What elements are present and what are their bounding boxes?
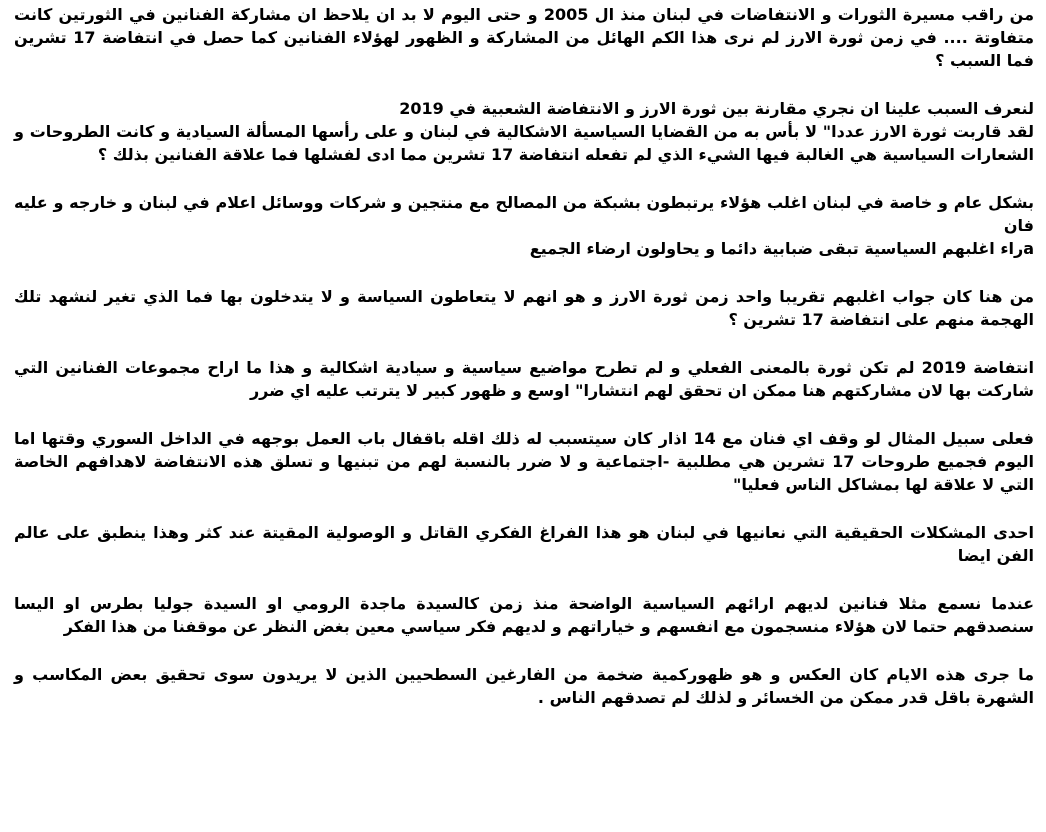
paragraph-conclusion: ما جرى هذه الايام كان العكس و هو ظهوركمية ضخمة من الفارغين السطحيين الذين لا يريدون سوى تحقيق بعض المكاسب و الشهرة باقل قدر ممكن من الخسائر و لذلك لم تصدقهم الناس . bbox=[14, 665, 1034, 707]
paragraph-intro: من راقب مسيرة الثورات و الانتفاضات في لبنان منذ ال 2005 و حتى اليوم لا بد ان يلاحظ ان مشاركة الفنانين في الثورتين كانت متفاوتة .... في زمن ثورة الارز لم نرى هذا الكم الهائل من المشاركة و الظهور لهؤلاء الفنانين كما حصل في انتفاضة 17 تشرين فما السبب ؟ bbox=[14, 5, 1035, 70]
paragraph-comparison: لنعرف السبب علينا ان نجري مقارنة بين ثورة الارز و الانتفاضة الشعبية في 2019 لقد قاربت ثورة الارز عددا" لا بأس به من القضايا السياسية الاشكالية في لبنان و على رأسها المسألة السيادية و كانت الطروحات و الشعارات السياسية هي الغالبة فيها الشيء الذي لم تفعله انتفاضة 17 تشرين مما ادى لفشلها فما علاقة الفنانين بذلك ؟ bbox=[14, 99, 1034, 164]
paragraph-artists-answer: من هنا كان جواب اغلبهم تقريبا واحد زمن ثورة الارز و هو انهم لا يتعاطون السياسة و لا يتدخلون بها فما الذي تغير لنشهد تلك الهجمة منهم على انتفاضة 17 تشرين ؟ bbox=[14, 287, 1034, 329]
paragraph-intellectual-void: احدى المشكلات الحقيقية التي نعانيها في لبنان هو هذا الفراغ الفكري القاتل و الوصولية المقيتة عند كثر وهذا ينطبق على عالم الفن ايضا bbox=[14, 523, 1034, 565]
paragraph-example: فعلى سبيل المثال لو وقف اي فنان مع 14 اذار كان سيتسبب له ذلك اقله باقفال باب العمل بوجهه في الداخل السوري وقتها اما اليوم فجميع طروحات 17 تشرين هي مطلبية -اجتماعية و لا ضرر بالنسبة لهم من تبنيها و تسلق هذه الانتفاضة لاهدافهم الخاصة التي لا علاقة لها بمشاكل الناس فعليا" bbox=[14, 429, 1035, 494]
paragraph-artists-interests: بشكل عام و خاصة في لبنان اغلب هؤلاء يرتبطون بشبكة من المصالح مع منتجين و شركات ووسائل اعلام في لبنان و خارجه و عليه فان aراء اغلبهم السياسية تبقى ضبابية دائما و يحاولون ارضاء الجميع bbox=[14, 193, 1034, 258]
paragraph-uprising-2019: انتفاضة 2019 لم تكن ثورة بالمعنى الفعلي و لم تطرح مواضيع سياسية و سيادية اشكالية و هذا ما اراح مجموعات الفنانين التي شاركت بها لان مشاركتهم هنا ممكن ان تحقق لهم انتشارا" اوسع و ظهور كبير لا يترتب عليه اي ضرر bbox=[14, 358, 1035, 400]
paragraph-credible-artists: عندما نسمع مثلا فنانين لديهم ارائهم السياسية الواضحة منذ زمن كالسيدة ماجدة الرومي او السيدة جوليا بطرس او اليسا سنصدقهم حتما لان هؤلاء منسجمون مع انفسهم و خياراتهم و لديهم فكر سياسي معين بغض النظر عن موقفنا من هذا الفكر bbox=[14, 594, 1034, 636]
